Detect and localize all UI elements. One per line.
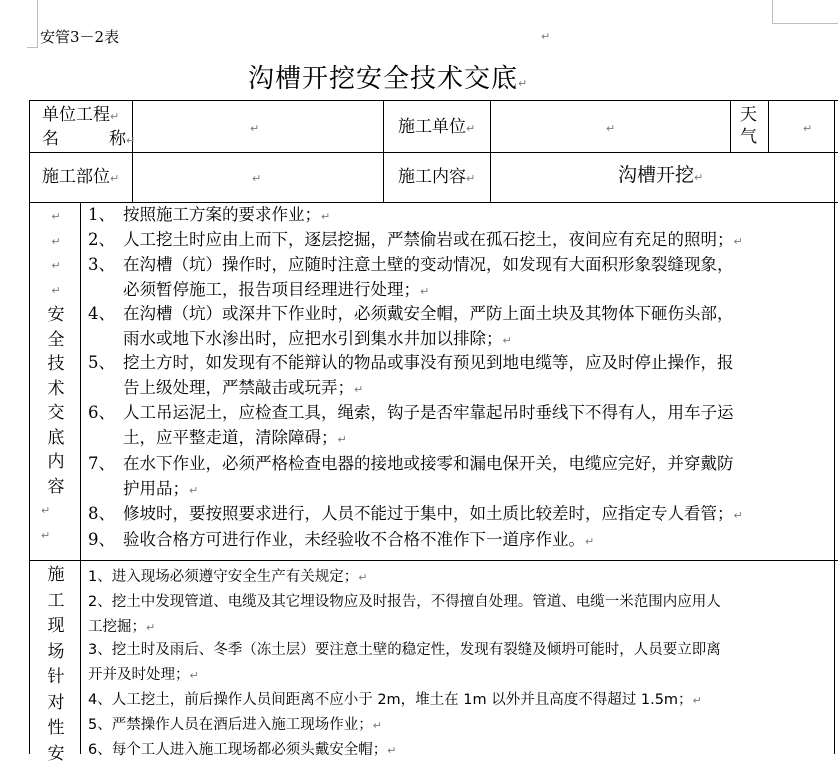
site-item-2: 2、挖土中发现管道、电缆及其它埋设物应及时报告，不得擅自处理。管道、电缆一米范围内应用人 工挖掘；↵	[88, 594, 721, 635]
unit-project-value: ↵	[250, 122, 260, 135]
site-item-5: 5、严禁操作人员在酒后进入施工现场作业；↵	[88, 717, 382, 733]
unit-project-label: 单位工程↵ 名 称↵	[42, 105, 136, 149]
document-title: 沟槽开挖安全技术交底↵	[248, 64, 529, 94]
construction-unit-value: ↵	[606, 122, 616, 135]
weather-label: 天 气	[740, 105, 757, 147]
construction-content-label: 施工内容↵	[398, 167, 476, 187]
site-item-4: 4、人工挖土，前后操作人员间距离不应小于 2m，堆土在 1m 以外并且高度不得超过 1.5m；↵	[88, 692, 702, 708]
construction-part-value: ↵	[252, 172, 262, 185]
site-item-1: 1、进入现场必须遵守安全生产有关规定；↵	[88, 569, 368, 585]
construction-unit-label: 施工单位↵	[398, 117, 476, 137]
site-item-3: 3、挖土时及雨后、冬季（冻土层）要注意土壁的稳定性，发现有裂缝及倾坍可能时，人员要立即离 开并及时处理；↵	[88, 642, 721, 683]
weather-value: ↵	[803, 122, 813, 135]
construction-content-value: 沟槽开挖↵	[618, 164, 704, 186]
paragraph-mark: ↵	[541, 30, 551, 43]
site-section-label: 施 工 现 场 针 对 性 安	[47, 565, 65, 764]
form-code: 安管3－2表	[40, 28, 120, 46]
safety-section-label: ↵ ↵ ↵ ↵ 安 全 技 术 交 底 内 容 ↵ ↵	[41, 210, 65, 542]
construction-part-label: 施工部位↵	[42, 167, 120, 187]
site-item-6: 6、每个工人进入施工现场都必须头戴安全帽；↵	[88, 742, 397, 758]
